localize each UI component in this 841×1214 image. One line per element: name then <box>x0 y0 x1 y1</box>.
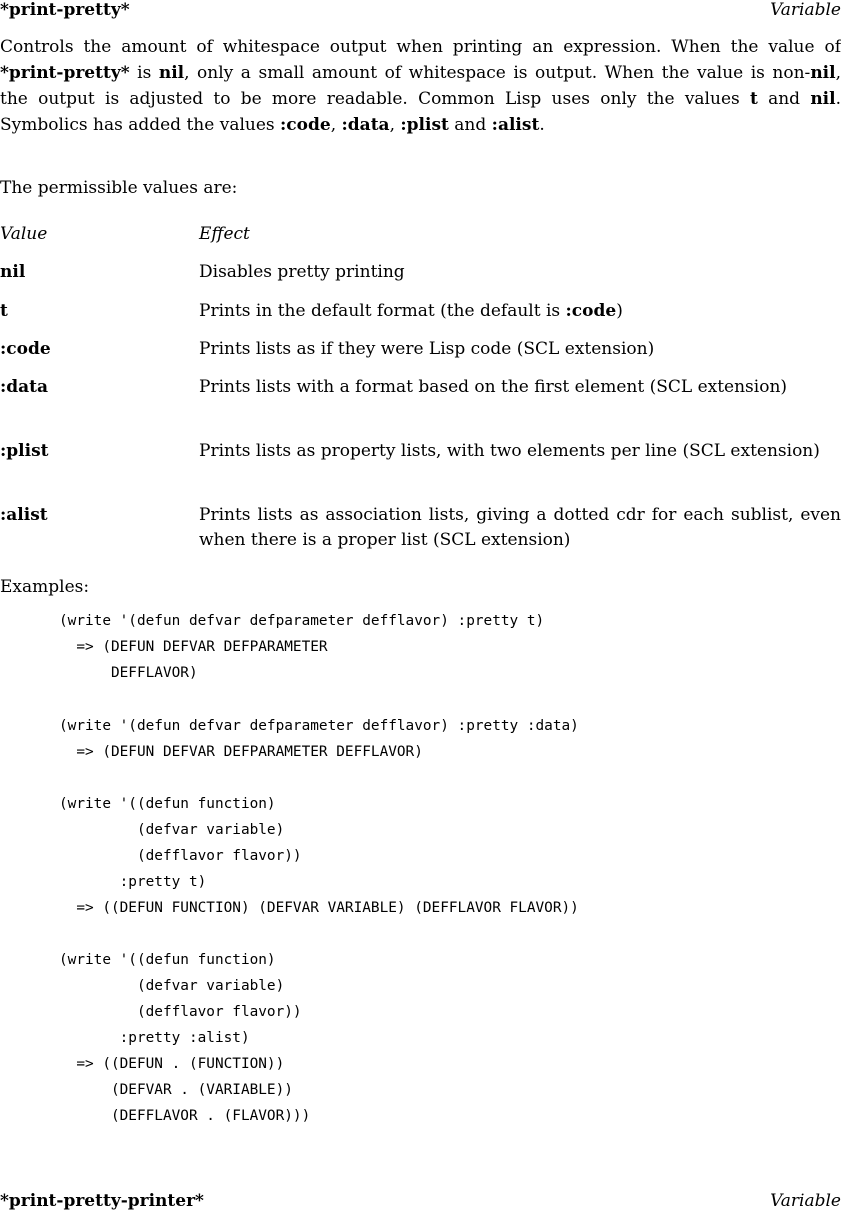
table-row-effect <box>199 299 841 324</box>
code-example: (write '((defun function) (defvar variable) (defflavor flavor)) :pretty :alist) => ((DEFUN . (FUNCTION)) (DEFVAR . (VARIABLE)) (DEFFLAVOR . (FLAVOR))) <box>59 952 311 1124</box>
description-text: , only a small amount of whitespace is output. When the value is non- <box>184 63 811 83</box>
description-bold-term: nil <box>810 89 836 109</box>
description-bold-term: *print-pretty* <box>0 63 130 83</box>
table-header-value: Value <box>0 224 48 244</box>
table-row-effect: Disables pretty printing <box>199 262 405 282</box>
table-row-effect: Prints lists with a format based on the first element (SCL extension) <box>199 377 788 397</box>
description-text: and <box>757 89 811 109</box>
description-bold-term: nil <box>158 63 185 83</box>
description-bold-term: :alist <box>491 115 540 135</box>
table-row-effect: Prints lists as association lists, giving a dotted cdr for each sublist, even when there is a proper list (SCL extension) <box>199 505 841 550</box>
table-row-value: t <box>0 301 8 321</box>
effect-text: ) <box>616 301 623 321</box>
description-bold-term: :data <box>341 115 390 135</box>
description-bold-term: nil <box>810 63 836 83</box>
effect-text: Prints in the default format (the default is <box>199 301 566 321</box>
code-example: (write '((defun function) (defvar variable) (defflavor flavor)) :pretty t) => ((DEFUN FUNCTION) (DEFVAR VARIABLE) (DEFFLAVOR FLAVOR)) <box>59 796 579 916</box>
code-example: (write '(defun defvar defparameter defflavor) :pretty t) => (DEFUN DEFVAR DEFPARAMETER DEFFLAVOR) <box>59 613 545 681</box>
examples-label: Examples: <box>0 577 90 597</box>
table-row-value: :data <box>0 377 49 397</box>
permissible-intro: The permissible values are: <box>0 178 238 198</box>
next-entry-kind: Variable <box>770 1191 841 1211</box>
description-text: . <box>539 115 545 135</box>
table-row-value: :code <box>0 339 51 359</box>
table-row-effect: Prints lists as property lists, with two elements per line (SCL extension) <box>199 441 820 461</box>
description-text: . Symbolics has added the values <box>0 89 841 135</box>
description-text: is <box>129 63 159 83</box>
description-bold-term: t <box>749 89 758 109</box>
description-text: , <box>389 115 401 135</box>
table-row-value: :plist <box>0 441 49 461</box>
entry-name: *print-pretty* <box>0 0 130 20</box>
description-text: Controls the amount of whitespace output when printing an expression. When the value of <box>0 37 841 57</box>
description-text: , the output is adjusted to be more readable. Common Lisp uses only the values <box>0 63 841 109</box>
effect-bold-term: :code <box>565 301 617 321</box>
table-header-effect: Effect <box>199 224 250 244</box>
description-text: and <box>448 115 492 135</box>
description-bold-term: :plist <box>400 115 449 135</box>
next-entry-name: *print-pretty-printer* <box>0 1191 204 1211</box>
description-paragraph <box>0 34 841 138</box>
entry-kind: Variable <box>770 0 841 20</box>
table-row-effect: Prints lists as if they were Lisp code (SCL extension) <box>199 339 655 359</box>
table-row-value: :alist <box>0 505 48 525</box>
description-text: , <box>330 115 342 135</box>
table-row-value: nil <box>0 262 26 282</box>
description-bold-term: :code <box>280 115 331 135</box>
code-example: (write '(defun defvar defparameter defflavor) :pretty :data) => (DEFUN DEFVAR DEFPARAMETER DEFFLAVOR) <box>59 718 579 760</box>
